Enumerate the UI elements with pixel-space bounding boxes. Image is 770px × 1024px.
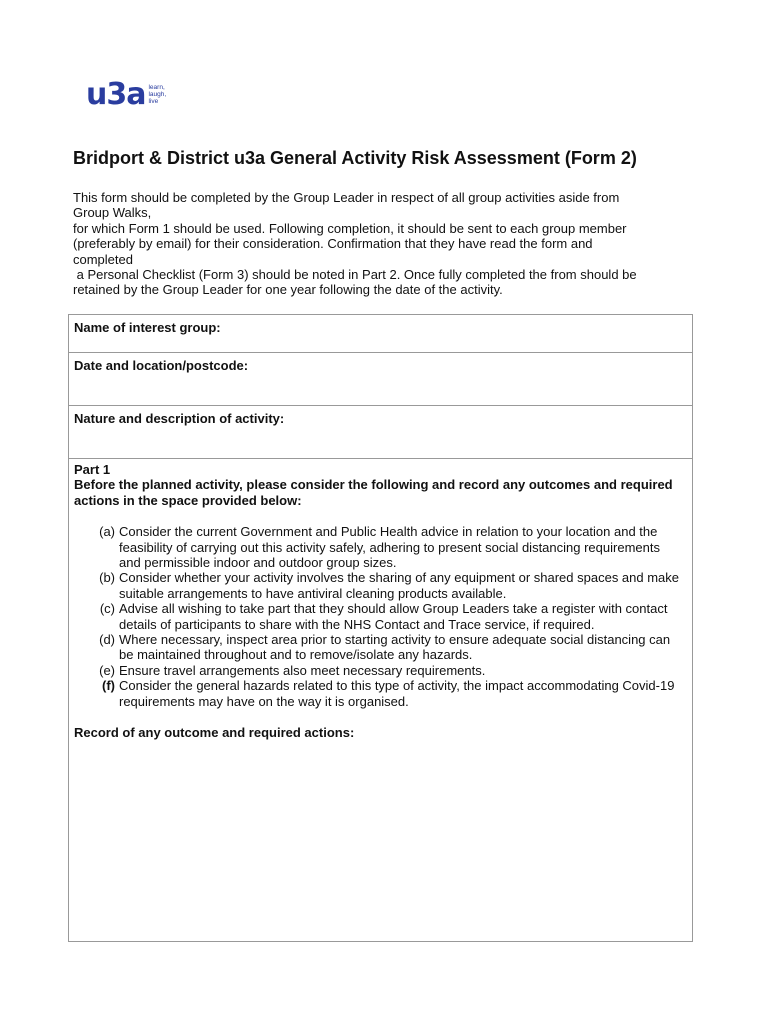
intro-line: (preferably by email) for their consideration. Confirmation that they have read the form and — [73, 236, 593, 252]
intro-line: a Personal Checklist (Form 3) should be noted in Part 2. Once fully completed the from should be — [73, 267, 637, 283]
part-1-section — [74, 462, 684, 921]
interest-group-label: Name of interest group: — [74, 320, 221, 335]
intro-line: for which Form 1 should be used. Following completion, it should be sent to each group member — [73, 220, 627, 236]
date-location-label: Date and location/postcode: — [74, 358, 249, 373]
item-marker: (e) — [99, 662, 115, 678]
intro-line: Group Walks, — [73, 205, 152, 221]
part-heading: Part 1 — [74, 462, 111, 477]
item-marker: (c) — [99, 601, 115, 617]
intro-line: retained by the Group Leader for one year following the date of the activity. — [73, 282, 503, 298]
tagline-line: laugh, — [148, 91, 167, 98]
checklist-item — [74, 678, 684, 709]
checklist-item — [74, 570, 684, 601]
item-text: Where necessary, inspect area prior to starting activity to ensure adequate social distancing can be maintained throughout and to remove/isolate any hazards. — [119, 632, 671, 663]
checklist-item — [74, 632, 684, 663]
logo-wordmark: u3a — [86, 77, 146, 112]
record-outcome-label: Record of any outcome and required actions: — [74, 725, 355, 741]
assessment-form-table — [68, 314, 693, 942]
checklist-item — [74, 663, 684, 678]
tagline-line: live — [148, 98, 159, 105]
item-text: Ensure travel arrangements also meet necessary requirements. — [119, 662, 486, 678]
item-marker: (a) — [99, 524, 115, 540]
activity-description-field[interactable] — [69, 406, 692, 459]
item-marker: (f) — [102, 678, 115, 694]
intro-line: This form should be completed by the Group Leader in respect of all group activities aside from — [73, 190, 620, 205]
checklist-item — [74, 524, 684, 570]
activity-description-label: Nature and description of activity: — [74, 411, 285, 426]
interest-group-field[interactable] — [69, 315, 692, 353]
item-text: Consider the general hazards related to this type of activity, the impact accommodating Covid-19 requirements may have on the way it is organised. — [119, 678, 675, 709]
logo-tagline — [148, 84, 166, 105]
intro-line: completed — [73, 251, 133, 267]
item-text: Advise all wishing to take part that they should allow Group Leaders take a register with contact details of participants to share with the NHS Contact and Trace service, if required. — [119, 601, 668, 632]
item-marker: (b) — [99, 570, 115, 586]
checklist — [74, 524, 684, 709]
checklist-item — [74, 601, 684, 632]
tagline-line: learn, — [148, 84, 165, 91]
u3a-logo — [86, 77, 167, 114]
intro-paragraph — [73, 190, 703, 298]
item-text: Consider whether your activity involves the sharing of any equipment or shared spaces and make suitable arrangements to have antiviral cleaning products available. — [119, 570, 680, 601]
part-instruction: Before the planned activity, please consider the following and record any outcomes and required actions in the space provided below: — [74, 477, 673, 508]
date-location-field[interactable] — [69, 353, 692, 406]
document-title: Bridport & District u3a General Activity Risk Assessment (Form 2) — [73, 148, 637, 168]
item-marker: (d) — [99, 632, 115, 648]
item-text: Consider the current Government and Public Health advice in relation to your location and the feasibility of carrying out this activity safely, adhering to present social distancing requirements and permissible indoor and outdoor group sizes. — [119, 524, 660, 571]
record-outcome-area[interactable] — [74, 741, 684, 921]
